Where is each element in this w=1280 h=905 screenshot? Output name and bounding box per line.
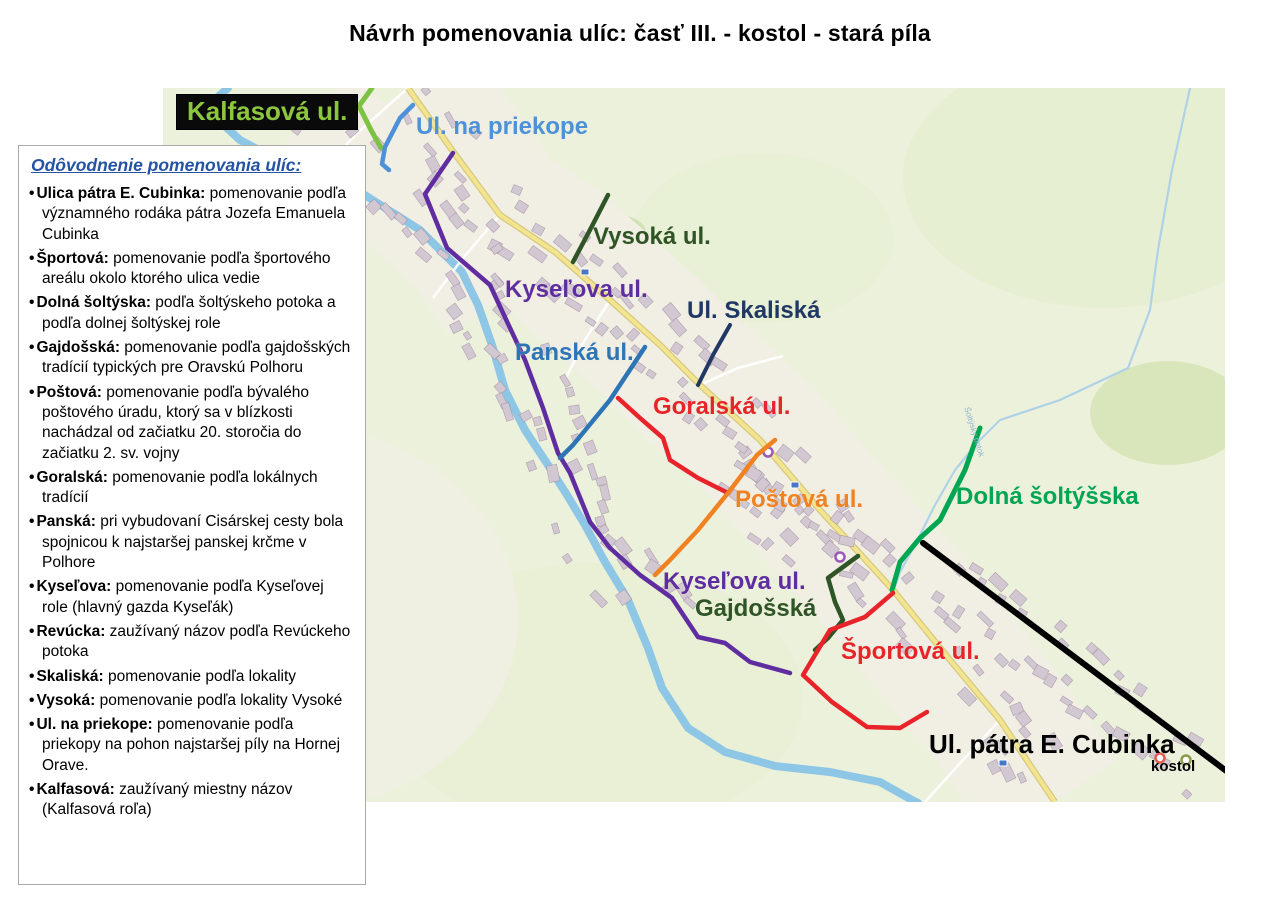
street-label-vysoka: Vysoká ul.: [593, 223, 711, 250]
legend-item: • Dolná šoltýska: podľa šoltýskeho potoka a podľa dolnej šoltýskej role: [29, 293, 353, 334]
legend-list: [29, 184, 353, 821]
street-label-gajdosska: Gajdošská: [695, 595, 817, 622]
street-label-sportova: Športová ul.: [841, 638, 980, 665]
legend-item: • Športová: pomenovanie podľa športového areálu okolo ktorého ulica vedie: [29, 249, 353, 290]
legend-panel: [18, 145, 366, 885]
street-label-dolna: Dolná šoltýšska: [956, 483, 1139, 510]
street-label-kyselova-2: Kyseľova ul.: [663, 568, 806, 595]
legend-item: • Gajdošská: pomenovanie podľa gajdošských tradícií typických pre Oravskú Polhoru: [29, 338, 353, 379]
legend-item: • Revúcka: zaužívaný názov podľa Revúckeho potoka: [29, 622, 353, 663]
legend-item: • Panská: pri vybudovaní Cisárskej cesty bola spojnicou k najstaršej panskej krčme v Polhore: [29, 512, 353, 573]
street-label-priekope: Ul. na priekope: [416, 113, 589, 140]
street-label-cubinka: Ul. pátra E. Cubinka: [929, 729, 1175, 759]
page-title: Návrh pomenovania ulíc: časť III. - kostol - stará píla: [349, 20, 931, 46]
street-label-postova: Poštová ul.: [735, 486, 864, 513]
street-label-goralska: Goralská ul.: [653, 393, 791, 420]
street-label-panska: Panská ul.: [515, 339, 634, 366]
street-label-kalfasova: Kalfasová ul.: [177, 95, 357, 129]
legend-item: • Kalfasová: zaužívaný miestny názov (Kalfasová roľa): [29, 780, 353, 821]
legend-item: • Skaliská: pomenovanie podľa lokality: [29, 667, 353, 687]
street-label-skaliska: Ul. Skaliská: [687, 297, 821, 324]
legend-item: • Vysoká: pomenovanie podľa lokality Vysoké: [29, 691, 353, 711]
legend-item: • Poštová: pomenovanie podľa bývalého poštového úradu, ktorý sa v blízkosti nachádzal od začiatku 20. storočia do začiatku 2. sv. vojny: [29, 383, 353, 464]
legend-item: • Goralská: pomenovanie podľa lokálnych tradícií: [29, 468, 353, 509]
legend-item: • Kyseľova: pomenovanie podľa Kyseľovej role (hlavný gazda Kyseľák): [29, 577, 353, 618]
legend-item: • Ulica pátra E. Cubinka: pomenovanie podľa významného rodáka pátra Jozefa Emanuela Cubinka: [29, 184, 353, 245]
legend-item: • Ul. na priekope: pomenovanie podľa priekopy na pohon najstaršej píly na Hornej Orave.: [29, 715, 353, 776]
stream-name-label: Šoltýsky potok: [962, 406, 987, 458]
street-label-kostol: kostol: [1151, 758, 1196, 775]
street-label-kyselova: Kyseľova ul.: [505, 276, 648, 303]
legend-heading: Odôvodnenie pomenovania ulíc:: [31, 155, 302, 175]
